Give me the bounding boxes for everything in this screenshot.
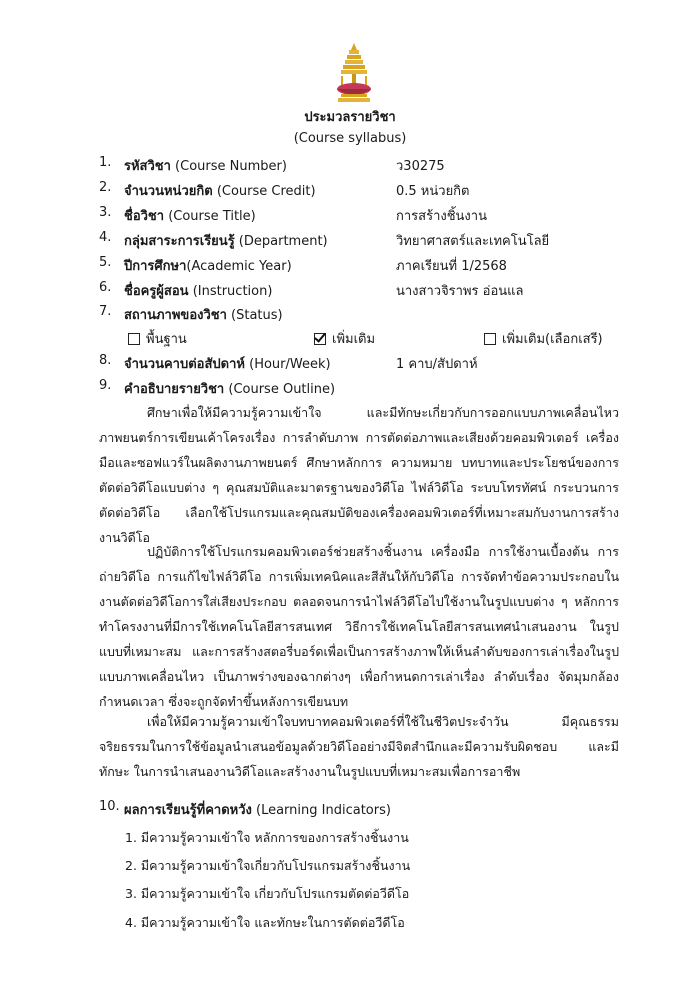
field-label: จำนวนคาบต่อสัปดาห์ (Hour/Week) [124, 357, 331, 372]
field-value: ว30275 [396, 159, 445, 174]
field-value: 1 คาบ/สัปดาห์ [396, 357, 478, 372]
field-number: 8. [99, 353, 112, 368]
status-option-elective[interactable] [484, 328, 603, 349]
learning-indicator-item: 1. มีความรู้ความเข้าใจ หลักการของการสร้างชิ้นงาน [125, 830, 409, 845]
field-number: 9. [99, 378, 112, 393]
field-value: การสร้างชิ้นงาน [396, 209, 487, 224]
field-number: 7. [99, 304, 112, 319]
field-number: 10. [99, 799, 120, 814]
emblem-icon [333, 42, 375, 104]
field-value: นางสาวจิราพร อ่อนแล [396, 284, 524, 299]
field-label: ปีการศึกษา(Academic Year) [124, 259, 292, 274]
outline-paragraph: ศึกษาเพื่อให้มีความรู้ความเข้าใจ และมีทักษะเกี่ยวกับการออกแบบภาพเคลื่อนไหว ภาพยนตร์การเขียนเค้าโครงเรื่อง การลำดับภาพ การตัดต่อภาพและเสียงด้วยคอมพิวเตอร์ เครื่องมือและซอฟแวร์ในผลิตงานภาพยนตร์ ศึกษาหลักการ ความหมาย บทบาทและประโยชน์ของการตัดต่อวิดีโอแบบต่าง ๆ คุณสมบัติและมาตรฐานของวิดีโอ ไฟล์วิดีโอ ระบบโทรทัศน์ กระบวนการตัดต่อวิดีโอ เลือกใช้โปรแกรมและคุณสมบัติของเครื่องคอมพิวเตอร์ที่เหมาะสมกับงานการสร้างงานวิดีโอ [99, 405, 619, 545]
field-label: กลุ่มสาระการเรียนรู้ (Department) [124, 234, 328, 249]
field-number: 4. [99, 230, 112, 245]
status-option-additional[interactable] [314, 328, 375, 349]
outline-paragraph: ปฏิบัติการใช้โปรแกรมคอมพิวเตอร์ช่วยสร้างชิ้นงาน เครื่องมือ การใช้งานเบื้องต้น การถ่ายวิดีโอ การแก้ไขไฟล์วิดีโอ การเพิ่มเทคนิคและสีสันให้กับวิดีโอ การจัดทำข้อความประกอบในงานตัดต่อวิดีโอการใส่เสียงประกอบ ตลอดจนการนำไฟล์วิดีโอไปใช้งานในรูปแบบต่าง ๆ หลักการทำโครงงานที่มีการใช้เทคโนโลยีสารสนเทศ วิธีการใช้เทคโนโลยีสารสนเทศนำเสนองาน ในรูปแบบที่เหมาะสม และการสร้างสตอรี่บอร์ดเพื่อเป็นการสร้างภาพให้เห็นลำดับของการเล่าเรื่องในรูปแบบภาพเคลื่อนไหว เป็นภาพร่างของฉากต่างๆ เพื่อกำหนดการเล่าเรื่อง ลำดับเรื่อง จัดมุมกล้อง กำหนดเวลา ซึ่งจะถูกจัดทำขึ้นหลังการเขียนบท [99, 544, 619, 709]
field-label: สถานภาพของวิชา (Status) [124, 308, 283, 323]
status-option-label: พื้นฐาน [146, 332, 187, 347]
field-label: คำอธิบายรายวิชา (Course Outline) [124, 382, 336, 397]
field-label: ชื่อครูผู้สอน (Instruction) [124, 284, 273, 299]
field-label: ชื่อวิชา (Course Title) [124, 209, 256, 224]
field-value: วิทยาศาสตร์และเทคโนโลยี [396, 234, 550, 249]
field-value: ภาคเรียนที่ 1/2568 [396, 259, 507, 274]
outline-paragraph: เพื่อให้มีความรู้ความเข้าใจบทบาทคอมพิวเตอร์ที่ใช้ในชีวิตประจำวัน มีคุณธรรมจริยธรรมในการใช้ข้อมูลนำเสนอข้อมูลด้วยวิดีโออย่างมีจิตสำนึกและมีความรับผิดชอบ และมีทักษะ ในการนำเสนองานวิดีโอและสร้างงานในรูปแบบที่เหมาะสมเพื่อการอาชีพ [99, 714, 619, 779]
learning-indicator-item: 3. มีความรู้ความเข้าใจ เกี่ยวกับโปรแกรมตัดต่อวีดีโอ [125, 886, 410, 901]
title-english: (Course syllabus) [293, 131, 407, 146]
learning-indicator-item: 4. มีความรู้ความเข้าใจ และทักษะในการตัดต่อวีดีโอ [125, 915, 405, 930]
learning-indicator-item: 2. มีความรู้ความเข้าใจเกี่ยวกับโปรแกรมสร้างชิ้นงาน [125, 858, 411, 873]
field-number: 5. [99, 255, 112, 270]
status-option-basic[interactable] [128, 328, 187, 349]
field-number: 3. [99, 205, 112, 220]
checkbox-checked-icon[interactable] [314, 333, 326, 345]
field-value: 0.5 หน่วยกิต [396, 184, 470, 199]
status-option-label: เพิ่มเติม [332, 332, 376, 347]
field-label: ผลการเรียนรู้ที่คาดหวัง (Learning Indicators) [124, 803, 391, 818]
status-option-label: เพิ่มเติม(เลือกเสรี) [502, 332, 603, 347]
field-number: 1. [99, 155, 112, 170]
title-thai: ประมวลรายวิชา [304, 110, 396, 125]
checkbox-unchecked-icon[interactable] [484, 333, 496, 345]
field-label: จำนวนหน่วยกิต (Course Credit) [124, 184, 316, 199]
field-number: 6. [99, 280, 112, 295]
checkbox-unchecked-icon[interactable] [128, 333, 140, 345]
field-number: 2. [99, 180, 112, 195]
field-label: รหัสวิชา (Course Number) [124, 159, 287, 174]
